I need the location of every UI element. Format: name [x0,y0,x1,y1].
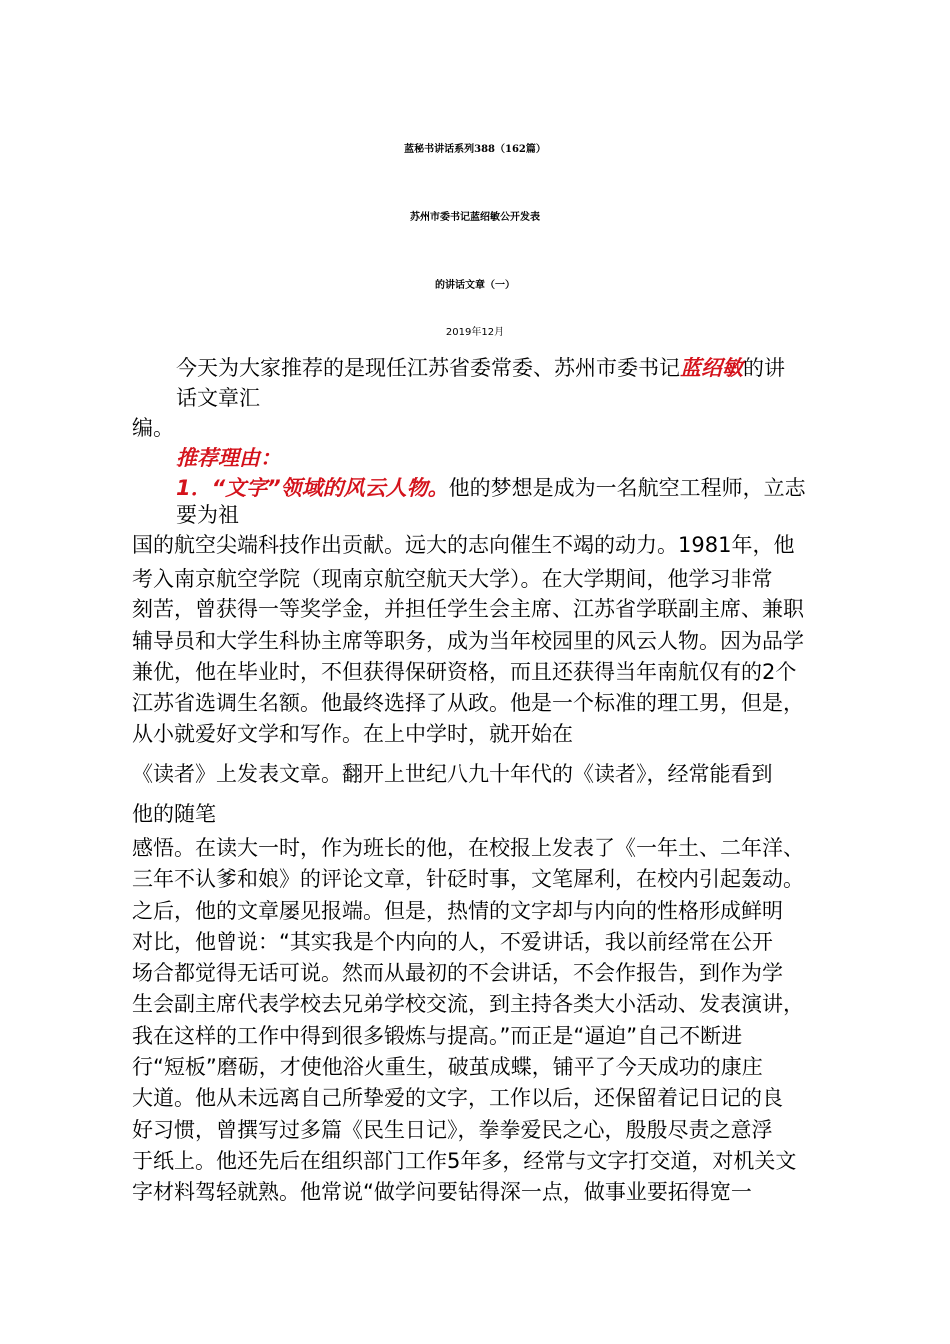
body-line: 兼优，他在毕业时，不但获得保研资格，而且还获得当年南航仅有的2个 [132,660,797,684]
intro-text-before: 今天为大家推荐的是现任江苏省委常委、苏州市委书记 [176,356,680,380]
body-line: 于纸上。他还先后在组织部门工作5年多，经常与文字打交道，对机关文 [132,1149,797,1173]
title-line-3: 的讲话文章（一） [435,280,515,291]
body-line: 江苏省选调生名额。他最终选择了从政。他是一个标准的理工男，但是， [132,691,804,715]
body-line: 他的随笔 [132,802,216,826]
body-line: 好习惯，曾撰写过多篇《民生日记》，拳拳爱民之心，殷殷尽责之意浮 [132,1118,773,1142]
body-line: 从小就爱好文学和写作。在上中学时，就开始在 [132,722,573,746]
body-line: 辅导员和大学生科协主席等职务，成为当年校园里的风云人物。因为品学 [132,629,804,653]
intro-line-3: 编。 [132,416,174,440]
body-line: 对比，他曾说：“其实我是个内向的人，不爱讲话，我以前经常在公开 [132,930,773,954]
title-line-2: 苏州市委书记蓝绍敏公开发表 [410,212,540,223]
body-line: 三年不认爹和娘》的评论文章，针砭时事，文笔犀利，在校内引起轰动。 [132,867,804,891]
body-line: 之后，他的文章屡见报端。但是，热情的文字却与内向的性格形成鲜明 [132,899,783,923]
body-line: 我在这样的工作中得到很多锻炼与提高。”而正是“逼迫”自己不断进 [132,1024,743,1048]
highlighted-name: 蓝绍敏 [680,356,743,380]
body-line: 字材料驾轻就熟。他常说“做学问要钻得深一点，做事业要拓得宽一 [132,1180,752,1204]
recommend-reason-heading: 推荐理由： [176,446,281,470]
body-line: 刻苦，曾获得一等奖学金，并担任学生会主席、江苏省学联副主席、兼职 [132,597,804,621]
reason-point-1-text: 他的梦想是成为一名航空工程师，立志 [448,476,806,500]
body-line: 生会副主席代表学校去兄弟学校交流，到主持各类大小活动、发表演讲， [132,992,804,1016]
body-line: 行“短板”磨砺，才使他浴火重生，破茧成蝶，铺平了今天成功的康庄 [132,1055,763,1079]
body-line: 感悟。在读大一时，作为班长的他，在校报上发表了《一年土、二年洋、 [132,836,804,860]
title-line-1: 蓝秘书讲话系列388（162篇） [404,144,546,155]
body-line: 国的航空尖端科技作出贡献。远大的志向催生不竭的动力。1981年，他 [132,533,795,557]
intro-line-2: 话文章汇 [176,386,260,410]
publish-date: 2019年12月 [445,327,505,338]
body-line: 场合都觉得无话可说。然而从最初的不会讲话，不会作报告，到作为学 [132,961,783,985]
reason-point-1 [176,473,806,503]
reason-point-1-wrap: 要为祖 [176,503,239,527]
body-line: 大道。他从未远离自己所挚爱的文字，工作以后，还保留着记日记的良 [132,1086,783,1110]
body-line: 《读者》上发表文章。翻开上世纪八九十年代的《读者》，经常能看到 [132,762,773,786]
intro-line-1 [176,353,785,383]
body-line: 考入南京航空学院（现南京航空航天大学）。在大学期间，他学习非常 [132,567,773,591]
reason-point-1-label: 1．“文字”领域的风云人物。 [176,476,449,500]
intro-text-after: 的讲 [743,356,785,380]
